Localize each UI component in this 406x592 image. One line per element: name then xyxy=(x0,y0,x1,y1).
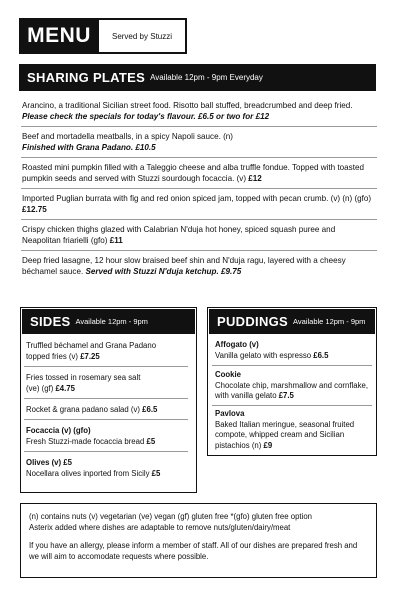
dish-description: Roasted mini pumpkin filled with a Taleggio cheese and alba truffle fondue. Topped with toasted pumpkin seeds and served with Stuzzi sourdough focaccia. (v) xyxy=(22,163,364,183)
pudding-item-affogato xyxy=(215,340,373,361)
sides-availability: Available 12pm - 9pm xyxy=(75,317,148,326)
side-line: Rocket & grana padano salad (v) xyxy=(26,405,140,414)
side-line: Focaccia (v) (gfo) xyxy=(26,426,91,435)
divider xyxy=(21,250,377,251)
pudding-price: £7.5 xyxy=(278,391,294,400)
side-item-olives xyxy=(26,458,192,479)
side-price: £6.5 xyxy=(142,405,158,414)
sharing-item-lasagne xyxy=(22,255,374,277)
side-price: £5 xyxy=(151,468,161,478)
dish-description: Deep fried lasagne, 12 hour slow braised beef shin and N'duja ragu, layered with a cheesy béchamel sauce. xyxy=(22,256,346,276)
served-by-label: Served by Stuzzi xyxy=(99,18,187,54)
side-item-rosemary-fries xyxy=(26,373,192,394)
sides-title: SIDES xyxy=(30,314,71,329)
adaptable-note: Asterix added where dishes are adaptable to remove nuts/gluten/dairy/meat xyxy=(29,522,291,532)
divider xyxy=(212,365,372,366)
dietary-info-panel xyxy=(20,503,377,578)
divider xyxy=(21,219,377,220)
pudding-item-cookie xyxy=(215,370,373,402)
side-item-truffled-fries xyxy=(26,341,192,362)
pudding-name: Pavlova xyxy=(215,409,245,418)
side-item-rocket-salad xyxy=(26,405,192,416)
dish-description: Imported Puglian burrata with fig and red onion spiced jam, topped with pecan crumb. (v) (n) (gfo) xyxy=(22,194,372,203)
sharing-item-meatballs xyxy=(22,131,374,153)
dish-price: £12.75 xyxy=(22,205,47,214)
pudding-name: Cookie xyxy=(215,370,241,379)
menu-title: MENU xyxy=(19,18,99,54)
pudding-description: Baked Italian meringue, seasonal fruited compote, whipped cream and Sicilian pistachios (n) xyxy=(215,419,355,450)
puddings-header xyxy=(209,309,375,334)
side-line: Fries tossed in rosemary sea salt xyxy=(26,373,141,382)
sharing-plates-header xyxy=(19,64,376,91)
dish-highlight: Served with Stuzzi N'duja ketchup. £9.75 xyxy=(85,267,242,276)
allergy-note: If you have an allergy, please inform a member of staff. All of our dishes are prepared fresh and we will aim to accomodate requests where possible. xyxy=(29,541,358,561)
dish-highlight: Finished with Grana Padano. £10.5 xyxy=(22,143,156,152)
side-line: topped fries (v) xyxy=(26,351,79,361)
divider xyxy=(212,405,372,406)
side-item-focaccia xyxy=(26,426,192,447)
divider xyxy=(24,398,188,399)
puddings-title: PUDDINGS xyxy=(217,314,289,329)
pudding-description: Chocolate chip, marshmallow and cornflake, with vanilla gelato xyxy=(215,380,368,400)
pudding-price: £6.5 xyxy=(313,350,329,360)
sides-header xyxy=(22,309,195,334)
pudding-price: £9 xyxy=(263,440,273,450)
side-line: Truffled béchamel and Grana Padano xyxy=(26,341,157,350)
side-line: Fresh Stuzzi-made focaccia bread xyxy=(26,436,145,446)
sharing-item-burrata xyxy=(22,193,374,215)
divider xyxy=(24,451,188,452)
side-price: £4.75 xyxy=(55,383,75,393)
side-line: Nocellara olives inported from Sicily xyxy=(26,468,150,478)
divider xyxy=(21,188,377,189)
side-line: (ve) (gf) xyxy=(26,383,54,393)
pudding-name: Affogato (v) xyxy=(215,340,259,349)
puddings-availability: Available 12pm - 9pm xyxy=(293,317,366,326)
sharing-item-arancino xyxy=(22,100,374,122)
divider xyxy=(24,366,188,367)
pudding-description: Vanilla gelato with espresso xyxy=(215,350,312,360)
divider xyxy=(21,157,377,158)
sharing-item-chicken-thighs xyxy=(22,224,374,246)
dietary-legend: (n) contains nuts (v) vegetarian (ve) vegan (gf) gluten free *(gfo) gluten free option xyxy=(29,512,313,521)
dish-price: £12 xyxy=(248,174,262,183)
dish-description: Arancino, a traditional Sicilian street food. Risotto ball stuffed, breadcrumbed and deep fried. xyxy=(22,101,353,110)
sharing-item-pumpkin xyxy=(22,162,374,184)
dish-highlight: Please check the specials for today's flavour. £6.5 or two for £12 xyxy=(22,112,270,121)
sharing-plates-availability: Available 12pm - 9pm Everyday xyxy=(150,73,263,82)
sharing-plates-title: SHARING PLATES xyxy=(27,70,146,85)
dish-price: £11 xyxy=(109,236,123,245)
side-line: Olives (v) £5 xyxy=(26,458,72,467)
side-price: £7.25 xyxy=(80,351,100,361)
dish-description: Crispy chicken thighs glazed with Calabrian N'duja hot honey, spiced squash puree and Neapolitan friarielli (gfo) xyxy=(22,225,336,245)
divider xyxy=(24,419,188,420)
pudding-item-pavlova xyxy=(215,409,373,451)
dish-description: Beef and mortadella meatballs, in a spicy Napoli sauce. (n) xyxy=(22,132,233,141)
divider xyxy=(21,126,377,127)
side-price: £5 xyxy=(146,436,156,446)
